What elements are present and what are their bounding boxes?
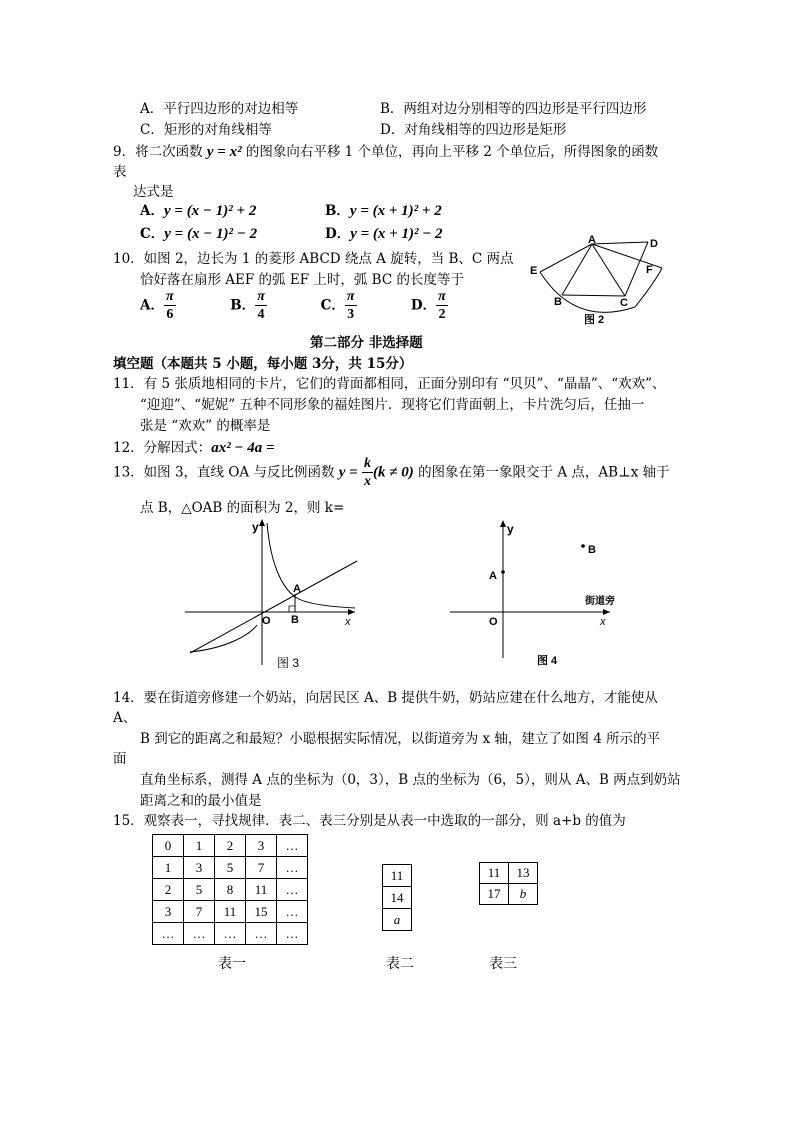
q8-option-d: D．对角线相等的四边形是矩形 — [380, 122, 567, 138]
q9-stem-line2: 表 — [113, 164, 127, 180]
table-cell: b — [509, 884, 538, 905]
table-row — [153, 901, 308, 923]
table-2-caption: 表二 — [386, 956, 414, 972]
table-row — [383, 865, 412, 887]
q8-option-a: A．平行四边形的对边相等 — [140, 101, 299, 117]
part2-title: 第二部分 非选择题 — [310, 335, 423, 351]
fig3-label-o: O — [262, 615, 271, 627]
q11-line2: “迎迎”、“妮妮” 五种不同形象的福娃图片．现将它们背面朝上，卡片洗匀后，任抽一 — [140, 397, 645, 413]
table-cell: 11 — [246, 879, 277, 901]
q13-line2: 点 B，△OAB 的面积为 2，则 k= — [140, 500, 345, 516]
table-cell: a — [383, 909, 412, 931]
fig2-label-a: A — [588, 234, 596, 246]
fig2-label-c: C — [620, 297, 628, 309]
q9-stem: 9．将二次函数 y = x² 的图象向右平移 1 个单位，再向上平移 2 个单位后，所得图象的函数 — [113, 144, 659, 160]
q14-line4: 面 — [113, 751, 127, 767]
q9-option-a: A．y = (x − 1)² + 2 — [140, 203, 257, 219]
table-cell: … — [277, 901, 308, 923]
table-3-caption: 表三 — [489, 956, 517, 972]
table-cell: 11 — [480, 863, 509, 884]
table-cell: 3 — [184, 857, 215, 879]
fig4-label-o: O — [489, 616, 498, 628]
q9-stem-line3: 达式是 — [133, 184, 174, 200]
figure-2-rhombus — [520, 232, 680, 332]
q9-option-d: D．y = (x + 1)² − 2 — [325, 226, 443, 242]
table-row — [383, 887, 412, 909]
table-cell: … — [184, 923, 215, 945]
table-cell: 0 — [153, 835, 184, 857]
fig2-caption: 图 2 — [584, 314, 605, 326]
table-row — [480, 863, 538, 884]
table-cell: 7 — [246, 857, 277, 879]
table-3 — [479, 862, 538, 905]
table-cell: 11 — [383, 865, 412, 887]
fig4-point-a — [501, 570, 505, 574]
table-cell: … — [215, 923, 246, 945]
q8-option-c: C．矩形的对角线相等 — [140, 122, 272, 138]
fig4-label-x: x — [600, 616, 606, 628]
q14-line1: 14．要在街道旁修建一个奶站，向居民区 A、B 提供牛奶，奶站应建在什么地方，才能使从 — [113, 690, 658, 706]
table-cell: 13 — [509, 863, 538, 884]
table-1 — [152, 834, 308, 945]
table-row — [153, 879, 308, 901]
q9-option-b: B．y = (x + 1)² + 2 — [325, 203, 442, 219]
table-cell: … — [246, 923, 277, 945]
fig3-label-b: B — [291, 614, 299, 626]
table-cell: 7 — [184, 901, 215, 923]
q9-option-c: C．y = (x − 1)² − 2 — [140, 226, 258, 242]
fig2-label-f: F — [646, 264, 653, 276]
table-cell: … — [277, 835, 308, 857]
table-cell: 3 — [246, 835, 277, 857]
q10-stem-line1: 10．如图 2，边长为 1 的菱形 ABCD 绕点 A 旋转，当 B、C 两点 — [113, 251, 514, 267]
table-2 — [382, 864, 412, 931]
fig2-label-b: B — [554, 296, 562, 308]
table-row — [153, 835, 308, 857]
q8-option-b: B．两组对边分别相等的四边形是平行四边形 — [380, 101, 647, 117]
table-cell: 2 — [153, 879, 184, 901]
table-cell: 2 — [215, 835, 246, 857]
table-row — [383, 909, 412, 931]
fig4-label-a: A — [489, 570, 497, 582]
table-cell: 17 — [480, 884, 509, 905]
q13-line1: 13．如图 3，直线 OA 与反比例函数 y = $\frac{k}{x}$ (k ≠ 0) 的图象在第一象限交于 A 点，AB⊥x 轴于 — [113, 456, 670, 489]
table-cell: 5 — [215, 857, 246, 879]
table-row — [153, 857, 308, 879]
table-cell: 1 — [153, 857, 184, 879]
fig3-label-a: A — [293, 583, 301, 595]
table-row — [480, 884, 538, 905]
q14-line2: A、 — [113, 710, 137, 726]
fig3-label-y: y — [252, 520, 259, 534]
table-cell: 14 — [383, 887, 412, 909]
q11-line3: 张是 “欢欢” 的概率是 — [140, 418, 271, 434]
fig4-street-label: 街道旁 — [585, 596, 615, 607]
fig3-label-x: x — [345, 616, 351, 628]
fig4-point-b — [581, 544, 585, 548]
q10-stem-line2: 恰好落在扇形 AEF 的弧 EF 上时，弧 BC 的长度等于 — [140, 272, 464, 288]
table-row — [153, 923, 308, 945]
table-cell: 11 — [215, 901, 246, 923]
fig2-label-e: E — [530, 265, 538, 277]
q15-line1: 15．观察表一，寻找规律．表二、表三分别是从表一中选取的一部分，则 a+b 的值为 — [113, 813, 626, 829]
q14-line6: 距离之和的最小值是 — [140, 793, 262, 809]
figure-3-hyperbola — [185, 515, 370, 675]
table-cell: 3 — [153, 901, 184, 923]
q14-line5: 直角坐标系，测得 A 点的坐标为（0，3），B 点的坐标为（6，5），则从 A、B 两点到奶站 — [140, 772, 681, 788]
q12: 12．分解因式：ax² − 4a = — [113, 440, 275, 456]
table-cell: … — [153, 923, 184, 945]
fig2-label-d: D — [650, 238, 658, 250]
fig4-label-y: y — [507, 522, 514, 536]
table-cell: 5 — [184, 879, 215, 901]
table-cell: 15 — [246, 901, 277, 923]
fig4-label-b: B — [588, 544, 596, 556]
fig3-caption: 图 3 — [277, 656, 300, 670]
q11-line1: 11．有 5 张质地相同的卡片，它们的背面都相同，正面分别印有 “贝贝”、“晶晶”、“欢欢”、 — [113, 376, 666, 392]
figure-4-coordinates — [445, 518, 625, 673]
table-cell: … — [277, 879, 308, 901]
q10-options: A． $\frac{\pi}{6}$ B． $\frac{\pi}{4}$ C． $\frac{\pi}{3}$ D． $\frac{\pi}{2}$ — [140, 289, 446, 322]
table-cell: … — [277, 923, 308, 945]
table-cell: … — [277, 857, 308, 879]
table-cell: 8 — [215, 879, 246, 901]
q14-line3: B 到它的距离之和最短？小聪根据实际情况，以街道旁为 x 轴，建立了如图 4 所示的平 — [140, 731, 661, 747]
table-1-caption: 表一 — [218, 956, 246, 972]
section-heading: 填空题（本题共 5 小题，每小题 3分，共 15分） — [113, 356, 413, 372]
fig4-caption: 图 4 — [537, 655, 558, 667]
table-cell: 1 — [184, 835, 215, 857]
